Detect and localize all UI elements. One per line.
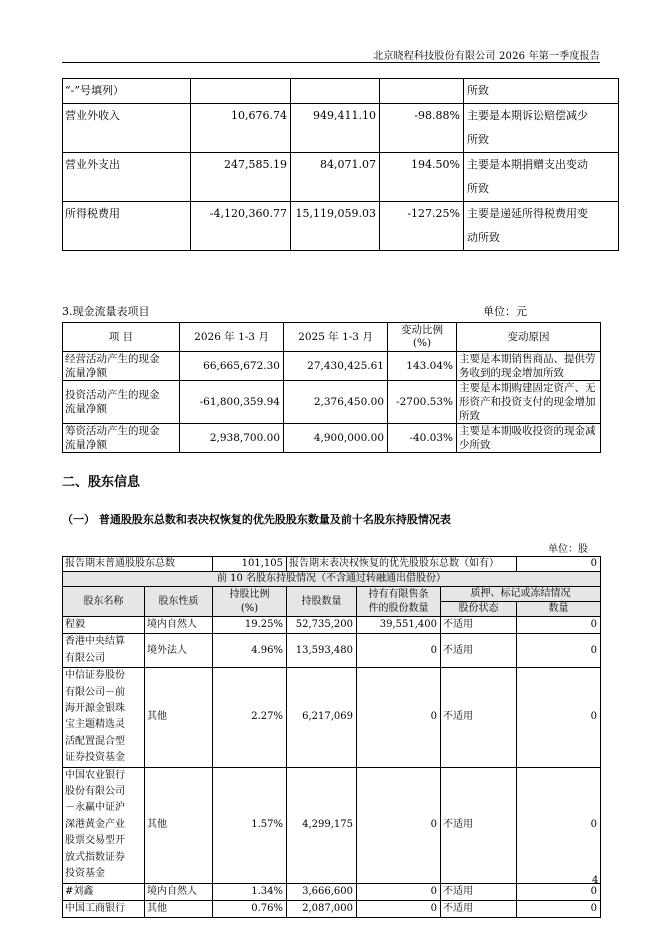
pledge-status: 不适用 xyxy=(441,883,517,900)
previous-value: 2,376,450.00 xyxy=(284,381,388,424)
current-value: -4,120,360.77 xyxy=(191,202,291,251)
income-change-table xyxy=(62,78,619,251)
shareholder-name-line: 投资基金 xyxy=(65,868,105,880)
total-shareholders-label: 报告期末普通股股东总数 xyxy=(63,557,213,572)
change-reason-line: 少所致 xyxy=(459,439,491,451)
change-reason-line: 主要是本期销售商品、提供劳 xyxy=(459,353,596,365)
shareholder-nature xyxy=(145,767,213,883)
change-reason-line: 主要是本期捐赠支出变动 xyxy=(467,158,588,171)
table-row xyxy=(63,883,601,900)
shareholder-nature xyxy=(145,617,213,634)
previous-value: 949,411.10 xyxy=(291,104,380,153)
table-row xyxy=(63,617,601,634)
change-ratio-line1: 变动比例 xyxy=(401,324,443,336)
cashflow-table xyxy=(62,322,601,453)
shareholder-name-line: 中信证券股份 xyxy=(65,670,125,682)
col-header-qty: 数量 xyxy=(517,602,601,617)
holding-count: 13,593,480 xyxy=(287,634,357,668)
shareholder-nature-line: 境内自然人 xyxy=(147,885,197,897)
restricted-shares: 0 xyxy=(357,634,441,668)
item-cell-line: 筹资活动产生的现金 xyxy=(65,425,160,437)
holding-count: 6,217,069 xyxy=(287,668,357,767)
restricted-shares: 0 xyxy=(357,900,441,917)
top10-caption-row xyxy=(63,572,601,587)
current-value: 2,938,700.00 xyxy=(180,424,284,453)
holding-count: 52,735,200 xyxy=(287,617,357,634)
shareholder-name-line: 宝主题精选灵 xyxy=(65,719,125,731)
holding-count: 3,666,600 xyxy=(287,883,357,900)
col-header-change-ratio xyxy=(388,323,457,352)
previous-value: 27,430,425.61 xyxy=(284,352,388,381)
current-value: 66,665,672.30 xyxy=(180,352,284,381)
restricted-shares: 0 xyxy=(357,767,441,883)
pledge-qty: 0 xyxy=(517,668,601,767)
shareholder-name-line: 海开源金银珠 xyxy=(65,703,125,715)
change-ratio: -98.88% xyxy=(380,104,464,153)
table-row xyxy=(63,79,619,104)
cashflow-header-row xyxy=(63,323,601,352)
shareholder-nature xyxy=(145,668,213,767)
change-reason-line: 形资产和投资支付的现金增加 xyxy=(459,396,596,408)
change-reason xyxy=(464,104,619,153)
change-reason-line: 所致 xyxy=(467,133,489,146)
table-row xyxy=(63,424,601,453)
report-header: 北京晓程科技股份有限公司 2026 年第一季度报告 xyxy=(373,51,600,62)
shareholder-name-line: 股票交易型开 xyxy=(65,835,125,847)
shareholder-name-line: 活配置混合型 xyxy=(65,735,125,747)
col-header-name: 股东名称 xyxy=(63,587,145,617)
restricted-line2: 件的股份数量 xyxy=(368,602,429,614)
item-cell xyxy=(63,424,180,453)
shareholder-nature xyxy=(145,634,213,668)
shareholder-nature-line: 其他 xyxy=(147,711,167,723)
restricted-shares: 0 xyxy=(357,883,441,900)
current-value xyxy=(191,79,291,104)
change-ratio-line2: (%) xyxy=(412,337,432,349)
table-row xyxy=(63,668,601,767)
table-row xyxy=(63,104,619,153)
col-header-restricted xyxy=(357,587,441,617)
change-ratio: 143.04% xyxy=(388,352,457,381)
change-reason-line: 主要是本期吸收投资的现金减 xyxy=(459,425,596,437)
change-reason xyxy=(464,79,619,104)
pledge-status: 不适用 xyxy=(441,634,517,668)
change-reason-line: 主要是递延所得税费用变 xyxy=(467,207,588,220)
change-ratio: 194.50% xyxy=(380,153,464,202)
preferred-shareholders-label: 报告期末表决权恢复的优先股股东总数（如有） xyxy=(287,557,517,572)
restricted-shares: 0 xyxy=(357,668,441,767)
table-row xyxy=(63,202,619,251)
cashflow-unit: 单位：元 xyxy=(483,305,527,318)
table-row xyxy=(63,352,601,381)
item-cell-line: 投资活动产生的现金 xyxy=(65,389,160,401)
change-reason-line: 务收到的现金增加所致 xyxy=(459,367,564,379)
change-reason xyxy=(457,424,601,453)
item-cell xyxy=(63,381,180,424)
holding-ratio: 0.76% xyxy=(213,900,287,917)
previous-value: 4,900,000.00 xyxy=(284,424,388,453)
change-ratio: -127.25% xyxy=(380,202,464,251)
current-value: 247,585.19 xyxy=(191,153,291,202)
preferred-shareholders-value: 0 xyxy=(517,557,601,572)
shareholder-name xyxy=(63,668,145,767)
col-header-nature: 股东性质 xyxy=(145,587,213,617)
item-cell-line: 经营活动产生的现金 xyxy=(65,353,160,365)
header-divider xyxy=(62,62,600,63)
holding-count: 4,299,175 xyxy=(287,767,357,883)
holding-count: 2,087,000 xyxy=(287,900,357,917)
shareholder-name-line: 放式指数证券 xyxy=(65,851,125,863)
subsection-title-top10: （一） 普通股股东总数和表决权恢复的优先股股东数量及前十名股东持股情况表 xyxy=(62,513,451,526)
pledge-status: 不适用 xyxy=(441,617,517,634)
holding-ratio: 19.25% xyxy=(213,617,287,634)
shareholder-name-line: 深港黄金产业 xyxy=(65,818,125,830)
shareholder-name-line: 证券投资基金 xyxy=(65,752,125,764)
shareholder-name xyxy=(63,617,145,634)
col-header-status: 股份状态 xyxy=(441,602,517,617)
table-row xyxy=(63,900,601,917)
table-row xyxy=(63,381,601,424)
top10-caption: 前 10 名股东持股情况（不含通过转融通出借股份） xyxy=(63,572,601,587)
change-ratio xyxy=(380,79,464,104)
shareholder-nature-line: 境外法人 xyxy=(147,644,187,656)
item-cell: 所得税费用 xyxy=(63,202,191,251)
col-header-current: 2026 年 1-3 月 xyxy=(180,323,284,352)
shareholder-nature xyxy=(145,883,213,900)
shareholder-name-line: －永赢中证沪 xyxy=(65,802,125,814)
shareholder-name-line: 股份有限公司 xyxy=(65,786,125,798)
item-cell: “-”号填列） xyxy=(63,79,191,104)
change-reason-line: 所致 xyxy=(459,410,480,422)
pledge-status: 不适用 xyxy=(441,668,517,767)
restricted-line1: 持有有限售条 xyxy=(368,588,429,600)
previous-value: 15,119,059.03 xyxy=(291,202,380,251)
col-header-pledge: 质押、标记或冻结情况 xyxy=(441,587,601,602)
total-shareholders-row xyxy=(63,557,601,572)
shareholder-name-line: 有限公司－前 xyxy=(65,686,125,698)
col-header-reason: 变动原因 xyxy=(457,323,601,352)
change-reason xyxy=(464,153,619,202)
table-row xyxy=(63,767,601,883)
table-row xyxy=(63,634,601,668)
ratio-line2: (%) xyxy=(240,602,259,614)
holding-ratio: 2.27% xyxy=(213,668,287,767)
col-header-previous: 2025 年 1-3 月 xyxy=(284,323,388,352)
pledge-qty: 0 xyxy=(517,634,601,668)
shareholder-nature-line: 其他 xyxy=(147,819,167,831)
previous-value xyxy=(291,79,380,104)
total-shareholders-value: 101,105 xyxy=(213,557,287,572)
shareholder-name xyxy=(63,900,145,917)
change-reason xyxy=(457,381,601,424)
page-number: 4 xyxy=(592,875,599,886)
shareholder-name-line: 中国农业银行 xyxy=(65,769,125,781)
holding-ratio: 1.57% xyxy=(213,767,287,883)
item-cell-line: 流量净额 xyxy=(65,403,107,415)
shareholder-name-line: 香港中央结算 xyxy=(65,636,125,648)
change-reason-line: 所致 xyxy=(467,84,489,97)
change-reason xyxy=(464,202,619,251)
holding-ratio: 1.34% xyxy=(213,883,287,900)
current-value: 10,676.74 xyxy=(191,104,291,153)
change-reason-line: 动所致 xyxy=(467,231,500,244)
change-reason-line: 所致 xyxy=(467,182,489,195)
current-value: -61,800,359.94 xyxy=(180,381,284,424)
col-header-count: 持股数量 xyxy=(287,587,357,617)
pledge-status: 不适用 xyxy=(441,767,517,883)
previous-value: 84,071.07 xyxy=(291,153,380,202)
col-header-item: 项 目 xyxy=(63,323,180,352)
shareholder-name-line: #刘鑫 xyxy=(65,885,94,897)
shareholder-nature xyxy=(145,900,213,917)
change-reason-line: 主要是本期购建固定资产、无 xyxy=(459,382,596,394)
change-reason xyxy=(457,352,601,381)
pledge-qty: 0 xyxy=(517,767,601,883)
col-header-ratio xyxy=(213,587,287,617)
change-ratio: -40.03% xyxy=(388,424,457,453)
ratio-line1: 持股比例 xyxy=(229,588,270,600)
shareholder-name xyxy=(63,767,145,883)
cashflow-title: 3.现金流量表项目 xyxy=(62,305,150,318)
holding-ratio: 4.96% xyxy=(213,634,287,668)
change-reason-line: 主要是本期诉讼赔偿减少 xyxy=(467,109,588,122)
shareholder-name-line: 有限公司 xyxy=(65,652,105,664)
pledge-qty: 0 xyxy=(517,617,601,634)
item-cell-line: 流量净额 xyxy=(65,367,107,379)
change-ratio: -2700.53% xyxy=(388,381,457,424)
item-cell: 营业外收入 xyxy=(63,104,191,153)
pledge-qty: 0 xyxy=(517,900,601,917)
pledge-qty: 0 xyxy=(517,883,601,900)
shareholder-table xyxy=(62,556,601,918)
shareholder-name xyxy=(63,634,145,668)
shareholder-header-row-1 xyxy=(63,587,601,602)
pledge-status: 不适用 xyxy=(441,900,517,917)
item-cell xyxy=(63,352,180,381)
shareholder-nature-line: 其他 xyxy=(147,903,167,915)
shareholder-name-line: 程毅 xyxy=(65,619,85,630)
table-row xyxy=(63,153,619,202)
shareholder-name xyxy=(63,883,145,900)
shareholder-unit: 单位：股 xyxy=(548,544,588,555)
section-title-shareholders: 二、股东信息 xyxy=(62,475,141,490)
shareholder-nature-line: 境内自然人 xyxy=(147,619,197,631)
item-cell-line: 流量净额 xyxy=(65,439,107,451)
item-cell: 营业外支出 xyxy=(63,153,191,202)
restricted-shares: 39,551,400 xyxy=(357,617,441,634)
shareholder-name-line: 中国工商银行 xyxy=(65,902,125,914)
